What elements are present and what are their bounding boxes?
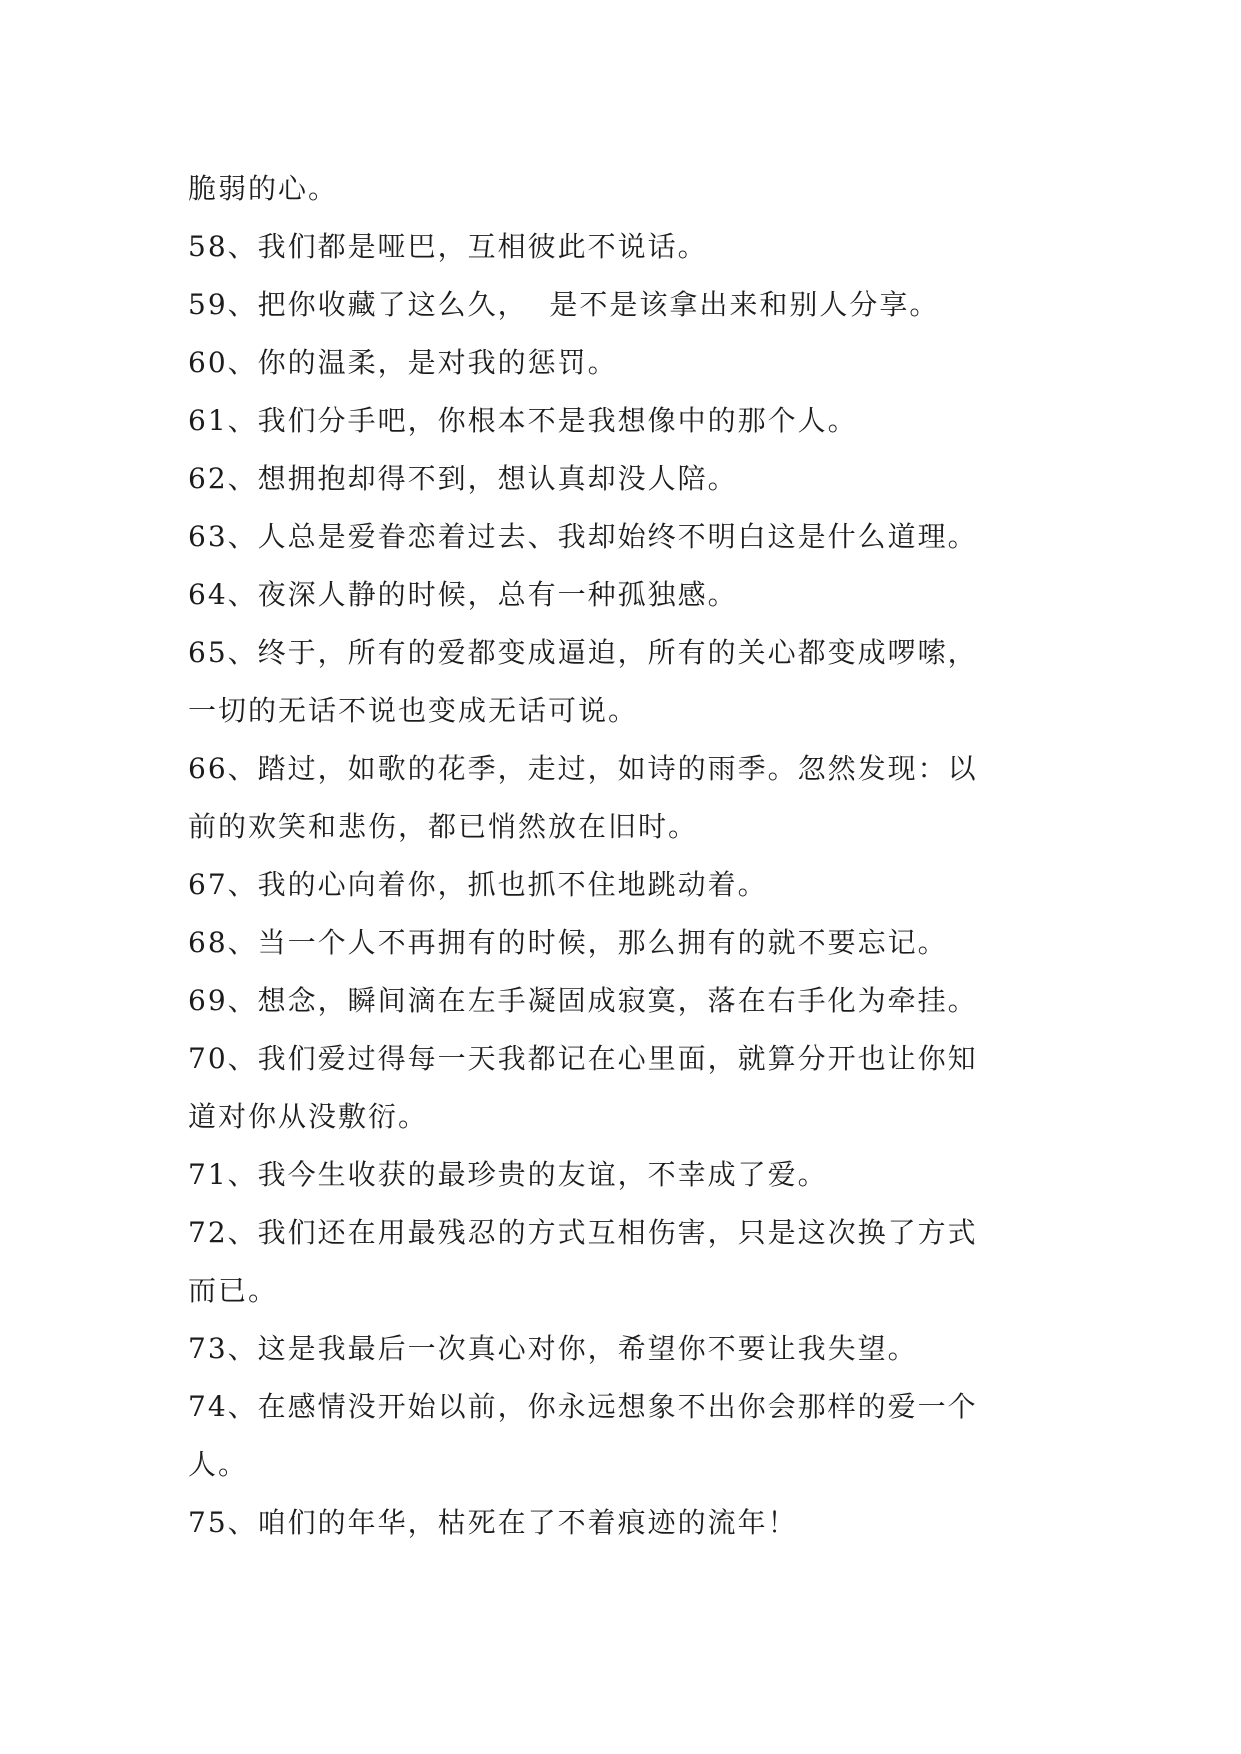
text-line: 道对你从没敷衍。 (188, 1100, 429, 1133)
text-line: 71、我今生收获的最珍贵的友谊，不幸成了爱。 (188, 1158, 828, 1191)
text-line: 一切的无话不说也变成无话可说。 (188, 694, 639, 727)
text-line: 61、我们分手吧，你根本不是我想像中的那个人。 (188, 404, 858, 437)
text-line: 74、在感情没开始以前，你永远想象不出你会那样的爱一个 (188, 1390, 978, 1423)
text-line: 66、踏过，如歌的花季，走过，如诗的雨季。忽然发现：以 (188, 752, 978, 785)
text-line: 62、想拥抱却得不到，想认真却没人陪。 (188, 462, 738, 495)
text-line: 58、我们都是哑巴，互相彼此不说话。 (188, 230, 708, 263)
text-line: 69、想念，瞬间滴在左手凝固成寂寞，落在右手化为牵挂。 (188, 984, 978, 1017)
text-line: 72、我们还在用最残忍的方式互相伤害，只是这次换了方式 (188, 1216, 978, 1249)
text-line: 脆弱的心。 (188, 172, 339, 205)
text-line: 人。 (188, 1448, 249, 1481)
text-line: 而已。 (188, 1274, 279, 1307)
text-line: 75、咱们的年华，枯死在了不着痕迹的流年！ (188, 1506, 798, 1539)
text-line: 前的欢笑和悲伤，都已悄然放在旧时。 (188, 810, 699, 843)
text-line: 68、当一个人不再拥有的时候，那么拥有的就不要忘记。 (188, 926, 948, 959)
text-line: 67、我的心向着你，抓也抓不住地跳动着。 (188, 868, 768, 901)
text-line: 70、我们爱过得每一天我都记在心里面，就算分开也让你知 (188, 1042, 978, 1075)
text-line: 65、终于，所有的爱都变成逼迫，所有的关心都变成啰嗦， (188, 636, 978, 669)
text-line: 59、把你收藏了这么久， 是不是该拿出来和别人分享。 (188, 288, 940, 321)
text-line: 64、夜深人静的时候，总有一种孤独感。 (188, 578, 738, 611)
document-body (188, 160, 1088, 1552)
text-line: 73、这是我最后一次真心对你，希望你不要让我失望。 (188, 1332, 918, 1365)
text-line: 63、人总是爱眷恋着过去、我却始终不明白这是什么道理。 (188, 520, 978, 553)
text-line: 60、你的温柔，是对我的惩罚。 (188, 346, 618, 379)
